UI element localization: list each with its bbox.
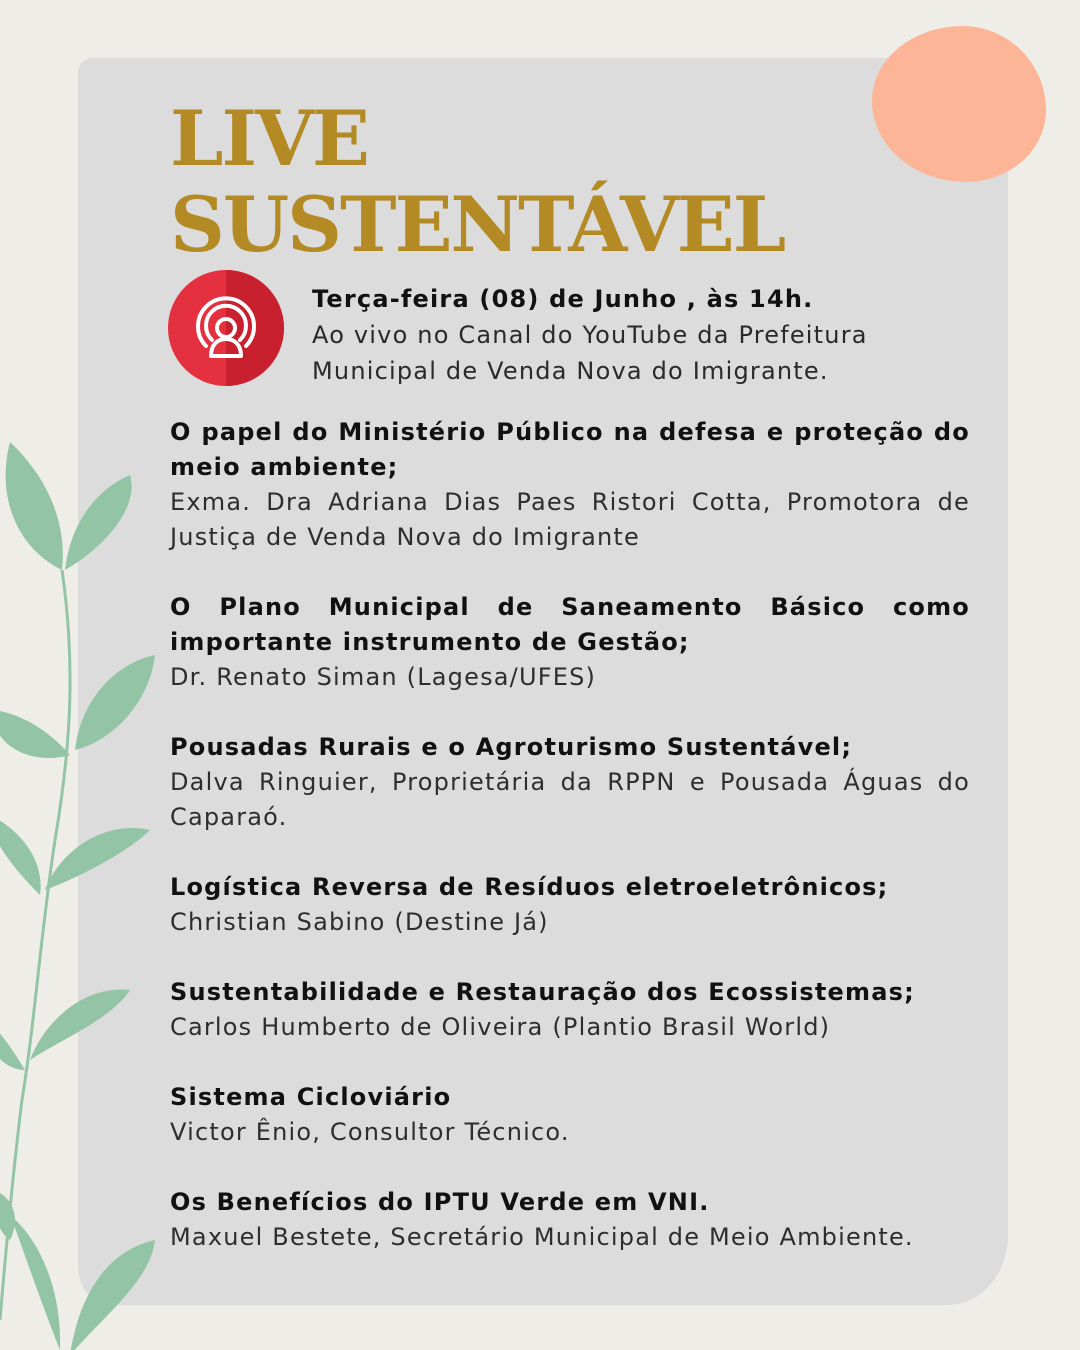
- agenda-item: [170, 590, 970, 695]
- talk-title: Logística Reversa de Resíduos eletroeletrônicos;: [170, 873, 889, 901]
- event-date: Terça-feira (08) de Junho , às 14h.: [312, 285, 814, 313]
- talk-title: Sistema Cicloviário: [170, 1083, 452, 1111]
- talk-speaker: Victor Ênio, Consultor Técnico.: [170, 1118, 570, 1146]
- talk-speaker: Dalva Ringuier, Proprietária da RPPN e Pousada Águas do Caparaó.: [170, 768, 970, 831]
- leafy-branch-icon: [0, 420, 175, 1350]
- talk-title: O papel do Ministério Público na defesa e proteção do meio ambiente;: [170, 418, 970, 481]
- title-line-2: SUSTENTÁVEL: [170, 180, 785, 269]
- agenda-item: [170, 1080, 970, 1150]
- agenda: [170, 415, 970, 1290]
- agenda-item: [170, 1185, 970, 1255]
- talk-title: Pousadas Rurais e o Agroturismo Sustentável;: [170, 733, 853, 761]
- talk-title: O Plano Municipal de Saneamento Básico como importante instrumento de Gestão;: [170, 593, 970, 656]
- agenda-item: [170, 975, 970, 1045]
- agenda-item: [170, 415, 970, 555]
- talk-speaker: Christian Sabino (Destine Já): [170, 908, 549, 936]
- talk-speaker: Carlos Humberto de Oliveira (Plantio Brasil World): [170, 1013, 831, 1041]
- event-info: [312, 281, 972, 389]
- talk-speaker: Exma. Dra Adriana Dias Paes Ristori Cotta, Promotora de Justiça de Venda Nova do Imigrante: [170, 488, 970, 551]
- talk-title: Sustentabilidade e Restauração dos Ecossistemas;: [170, 978, 915, 1006]
- event-title: [170, 96, 784, 268]
- event-channel: Ao vivo no Canal do YouTube da Prefeitura Municipal de Venda Nova do Imigrante.: [312, 321, 868, 385]
- live-broadcast-icon: [168, 270, 284, 386]
- agenda-item: [170, 870, 970, 940]
- title-line-1: LIVE: [170, 94, 368, 183]
- talk-speaker: Dr. Renato Siman (Lagesa/UFES): [170, 663, 597, 691]
- talk-title: Os Benefícios do IPTU Verde em VNI.: [170, 1188, 710, 1216]
- talk-speaker: Maxuel Bestete, Secretário Municipal de Meio Ambiente.: [170, 1223, 914, 1251]
- agenda-item: [170, 730, 970, 835]
